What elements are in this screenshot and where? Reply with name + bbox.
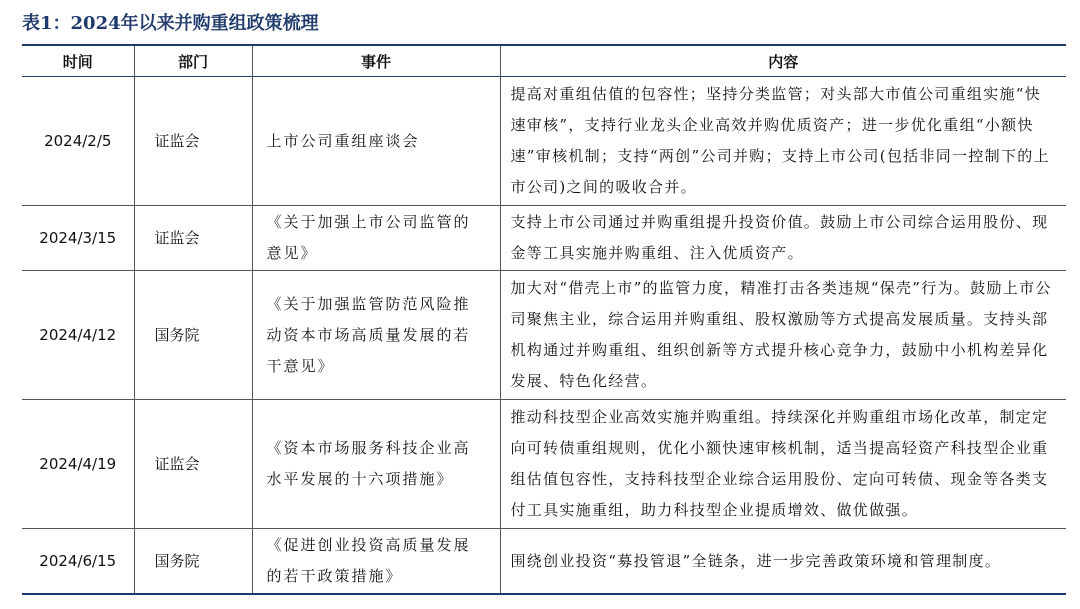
row-content: 提高对重组估值的包容性；坚持分类监管；对头部大市值公司重组实施“快速审核”，支持行业龙头企业高效并购优质资产；进一步优化重组“小额快速”审核机制；支持“两创”公司并购；支持上市公司(包括非同一控制下的上市公司)之间的吸收合并。 bbox=[500, 77, 1066, 206]
row-event: 《关于加强监管防范风险推动资本市场高质量发展的若干意见》 bbox=[252, 271, 500, 400]
table-row bbox=[22, 77, 1066, 206]
row-dept: 证监会 bbox=[134, 77, 252, 206]
row-dept: 国务院 bbox=[134, 529, 252, 595]
header-content: 内容 bbox=[500, 45, 1066, 77]
header-dept: 部门 bbox=[134, 45, 252, 77]
row-content: 加大对“借壳上市”的监管力度，精准打击各类违规“保壳”行为。鼓励上市公司聚焦主业，综合运用并购重组、股权激励等方式提高发展质量。支持头部机构通过并购重组、组织创新等方式提升核心竞争力，鼓励中小机构差异化发展、特色化经营。 bbox=[500, 271, 1066, 400]
row-event: 上市公司重组座谈会 bbox=[252, 77, 500, 206]
row-dept: 证监会 bbox=[134, 400, 252, 529]
header-event: 事件 bbox=[252, 45, 500, 77]
row-date: 2024/6/15 bbox=[22, 529, 134, 595]
row-date: 2024/3/15 bbox=[22, 206, 134, 271]
table-title: 表1：2024年以来并购重组政策梳理 bbox=[22, 13, 319, 34]
policy-table bbox=[22, 44, 1066, 595]
table-row bbox=[22, 529, 1066, 595]
row-dept: 证监会 bbox=[134, 206, 252, 271]
row-event: 《关于加强上市公司监管的意见》 bbox=[252, 206, 500, 271]
table-row bbox=[22, 400, 1066, 529]
row-date: 2024/4/19 bbox=[22, 400, 134, 529]
row-content: 推动科技型企业高效实施并购重组。持续深化并购重组市场化改革，制定定向可转债重组规则，优化小额快速审核机制，适当提高轻资产科技型企业重组估值包容性，支持科技型企业综合运用股份、定向可转债、现金等各类支付工具实施重组，助力科技型企业提质增效、做优做强。 bbox=[500, 400, 1066, 529]
row-dept: 国务院 bbox=[134, 271, 252, 400]
row-content: 围绕创业投资“募投管退”全链条，进一步完善政策环境和管理制度。 bbox=[500, 529, 1066, 595]
row-event: 《促进创业投资高质量发展的若干政策措施》 bbox=[252, 529, 500, 595]
row-content: 支持上市公司通过并购重组提升投资价值。鼓励上市公司综合运用股份、现金等工具实施并购重组、注入优质资产。 bbox=[500, 206, 1066, 271]
header-row bbox=[22, 45, 1066, 77]
row-date: 2024/4/12 bbox=[22, 271, 134, 400]
row-date: 2024/2/5 bbox=[44, 131, 112, 150]
table-row bbox=[22, 271, 1066, 400]
row-event: 《资本市场服务科技企业高水平发展的十六项措施》 bbox=[252, 400, 500, 529]
header-date: 时间 bbox=[22, 45, 134, 77]
table-row bbox=[22, 206, 1066, 271]
